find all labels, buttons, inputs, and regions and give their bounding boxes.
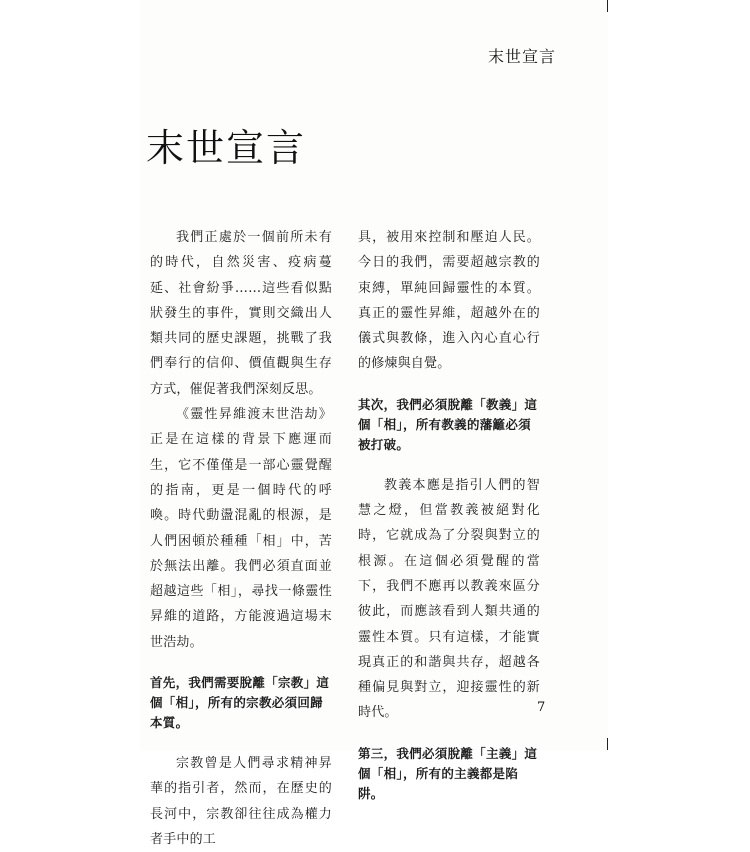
crop-mark-bottom-right	[607, 738, 608, 750]
paragraph: 具，被用來控制和壓迫人民。今日的我們，需要超越宗教的束縛，單純回歸靈性的本質。真正的靈性昇維，超越外在的儀式與教條，進入內心直心行的修煉與自覺。	[358, 230, 540, 372]
page-number: 7	[537, 700, 546, 715]
paragraph: 教義本應是指引人們的智慧之燈，但當教義被絕對化時，它就成為了分裂與對立的根源。在這個必須覺醒的當下，我們不應再以教義來區分彼此，而應該看到人類共通的靈性本質。只有這樣，才能實現真正的和諧與共存，超越各種偏見與對立，迎接靈性的新時代。	[358, 477, 540, 721]
text-column-left	[150, 225, 332, 852]
section-heading: 首先，我們需要脫離「宗教」這個「相」，所有的宗教必須回歸本質。	[150, 675, 330, 731]
section-heading: 其次，我們必須脫離「教義」這個「相」，所有教義的藩籬必須被打破。	[358, 396, 538, 452]
crop-mark-top-right	[607, 0, 608, 12]
running-header: 末世宣言	[488, 47, 557, 66]
paragraph: 宗教曾是人們尋求精神昇華的指引者，然而，在歷史的長河中，宗教卻往往成為權力者手中的工	[150, 756, 332, 847]
chapter-title: 末世宣言	[146, 126, 307, 170]
section-heading: 第三，我們必須脫離「主義」這個「相」，所有的主義都是陷阱。	[358, 745, 538, 801]
paragraph: 《靈性昇維渡末世浩劫》正是在這樣的背景下應運而生，它不僅僅是一部心靈覺醒的指南，更是一個時代的呼喚。時代動盪混亂的根源，是人們困頓於種種「相」中，苦於無法出離。我們必須直面並超越這些「相」，尋找一條靈性昇維的道路，方能渡過這場末世浩劫。	[150, 407, 332, 650]
text-column-right	[358, 225, 540, 804]
paragraph: 我們正處於一個前所未有的時代，自然災害、疫病蔓延、社會紛爭……這些看似點狀發生的事件，實則交織出人類共同的歷史課題，挑戰了我們奉行的信仰、價值觀與生存方式，催促著我們深刻反思。	[150, 230, 332, 397]
